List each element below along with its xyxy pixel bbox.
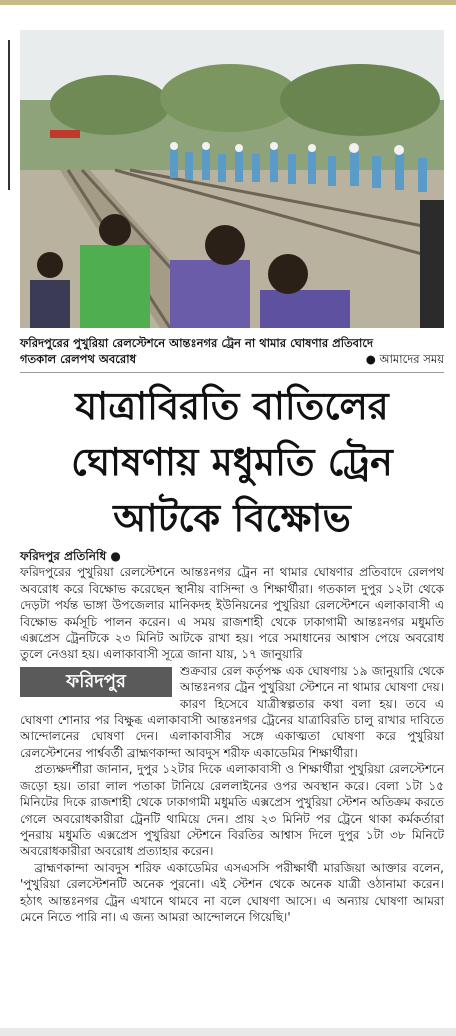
paragraph-3: ব্রাহ্মণকান্দা আবদুস শরিফ একাডেমির এসএসসি পরীক্ষার্থী মারজিয়া আক্তার বলেন, 'পুখুরিয়া রেলস্টেশনটি অনেক পুরনো। এই স্টেশন থেকে অনেক যাত্রী ওঠানামা করেন। হঠাৎ আন্তঃনগর ট্রেন এখানে থামবে না বলে ঘোষণা আসে। এ অন্যায় ঘোষণা আমরা মেনে নিতে পারি না। এ জন্য আমরা আন্দোলনে গিয়েছি।' xyxy=(20,860,444,924)
headline-line-3: আটকে বিক্ষোভ xyxy=(113,495,351,540)
paragraph-1b-wrap xyxy=(20,663,444,761)
page-top-rule xyxy=(0,0,456,5)
page-bottom-rule xyxy=(0,1028,456,1036)
caption-line-2-row xyxy=(20,351,444,367)
column-divider xyxy=(8,40,10,190)
news-photo xyxy=(20,30,444,328)
headline-line-1: যাত্রাবিরতি বাতিলের xyxy=(75,383,389,428)
caption-line-2: গতকাল রেলপথ অবরোধ xyxy=(20,352,137,366)
news-photo-illustration xyxy=(20,30,444,328)
headline-line-2: ঘোষণায় মধুমতি ট্রেন xyxy=(71,439,393,484)
article-body xyxy=(20,548,444,925)
location-badge: ফরিদপুর xyxy=(20,667,172,697)
caption-divider xyxy=(20,372,444,373)
headline xyxy=(20,378,444,546)
photo-credit: ● আমাদের সময় xyxy=(365,352,444,366)
paragraph-1a: ফরিদপুরের পুখুরিয়া রেলস্টেশনে আন্তঃনগর ট্রেন না থামার ঘোষণার প্রতিবাদে রেলপথ অবরোধ করে বিক্ষোভ করেছেন স্থানীয় বাসিন্দা ও শিক্ষার্থীরা। গতকাল দুপুর ১২টা থেকে দেড়টা পর্যন্ত ভাঙ্গা উপজেলার মানিকদহ ইউনিয়নের পুখুরিয়া রেলস্টেশনে এলাকাবাসী এ বিক্ষোভ কর্মসূচি পালন করেন। এ সময় রাজশাহী থেকে ঢাকাগামী আন্তঃনগর মধুমতি এক্সপ্রেস ট্রেনটিকে ২৩ মিনিট আটকে রাখা হয়। পরে সমাধানের আশ্বাস পেয়ে অবরোধ তুলে নেওয়া হয়। এলাকাবাসী সূত্রে জানা যায়, ১৭ জানুয়ারি xyxy=(20,565,444,662)
photo-caption xyxy=(20,335,444,367)
caption-line-1: ফরিদপুরের পুখুরিয়া রেলস্টেশনে আন্তঃনগর ট্রেন না থামার ঘোষণার প্রতিবাদে xyxy=(20,336,374,350)
paragraph-1b: শুক্রবার রেল কর্তৃপক্ষ এক ঘোষণায় ১৯ জানুয়ারি থেকে আন্তঃনগর ট্রেন পুখুরিয়া স্টেশনে না থামার ঘোষণা দেয়। কারণ হিসেবে যাত্রীস্বল্পতার কথা বলা হয়। তবে এ ঘোষণা শোনার পর বিক্ষুব্ধ এলাকাবাসী আন্তঃনগর ট্রেনের যাত্রাবিরতি চালু রাখার দাবিতে আন্দোলনের ঘোষণা দেন। এলাকাবাসীর সঙ্গে একাত্মতা ঘোষণা করে পুখুরিয়া রেলস্টেশনের পার্শ্ববর্তী ব্রাহ্মণকান্দা আবদুস শরীফ একাডেমির শিক্ষার্থীরা। xyxy=(20,663,444,760)
paragraph-2: প্রত্যক্ষদর্শীরা জানান, দুপুর ১২টার দিকে এলাকাবাসী ও শিক্ষার্থীরা পুখুরিয়া রেলস্টেশনে জড়ো হয়। তারা লাল পতাকা টানিয়ে রেললাইনের ওপর অবস্থান করে। বেলা ১টা ১৫ মিনিটের দিকে রাজশাহী থেকে ঢাকাগামী মধুমতি এক্সপ্রেস পুখুরিয়া স্টেশন অতিক্রম করতে গেলে অবরোধকারীরা ট্রেনটি থামিয়ে দেন। প্রায় ২৩ মিনিট পর ট্রেনে থাকা কর্মকর্তারা পুনরায় মধুমতি এক্সপ্রেস পুখুরিয়া স্টেশনে বিরতির আশ্বাস দিলে দুপুর ১টা ৩৮ মিনিটে অবরোধকারীরা অবরোধ প্রত্যাহার করেন। xyxy=(20,762,444,859)
dateline: ফরিদপুর প্রতিনিধি ● xyxy=(20,549,121,563)
